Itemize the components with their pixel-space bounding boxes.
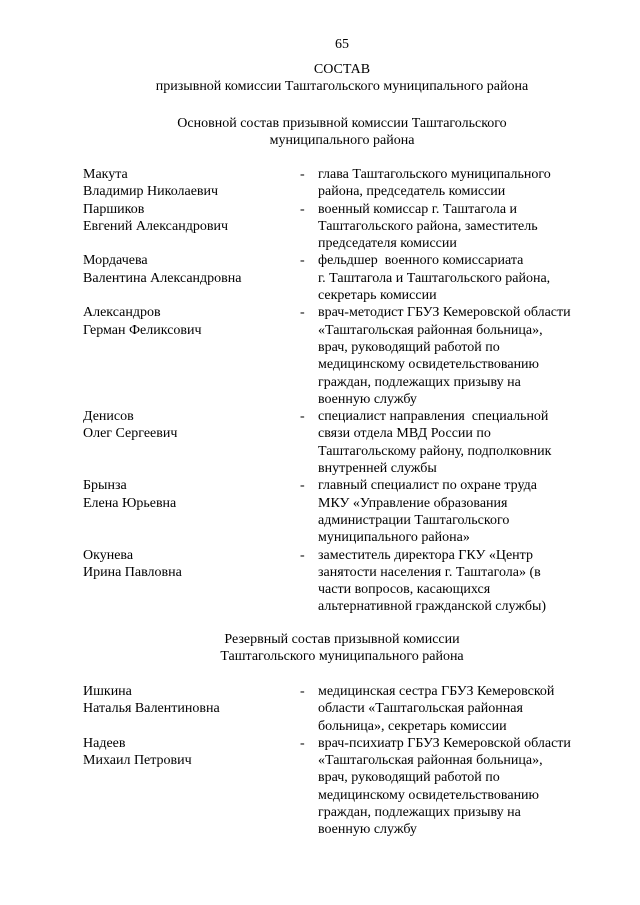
- member-separator: -: [300, 201, 305, 217]
- member-given-names: Михаил Петрович: [83, 753, 192, 769]
- member-role: [318, 547, 613, 616]
- member-name: [83, 166, 300, 201]
- member-given-names: Ирина Павловна: [83, 564, 182, 580]
- member-role-line: военный комиссар г. Таштагола и: [318, 201, 518, 217]
- member-given-names: Елена Юрьевна: [83, 495, 177, 511]
- member-role-line: врач, руководящий работой по: [318, 770, 500, 786]
- member-name: [83, 683, 300, 735]
- member-surname: Паршиков: [83, 201, 145, 217]
- member-name: [83, 201, 300, 253]
- member-entry: [83, 683, 613, 735]
- member-role-line: альтернативной гражданской службы): [318, 599, 547, 615]
- member-separator: -: [300, 305, 305, 321]
- member-role: [318, 252, 613, 304]
- member-separator: -: [300, 478, 305, 494]
- member-surname: Макута: [83, 167, 128, 182]
- member-role-line: муниципального района»: [318, 530, 470, 546]
- member-role-line: военную службу: [318, 391, 417, 407]
- member-surname: Мордачева: [83, 253, 148, 269]
- member-surname: Надеев: [83, 735, 126, 751]
- member-role-line: медицинская сестра ГБУЗ Кемеровской: [318, 684, 555, 699]
- member-role-line: администрации Таштагольского: [318, 512, 510, 528]
- member-surname: Брынза: [83, 478, 127, 494]
- member-role-line: фельдшер военного комиссариата: [318, 253, 524, 269]
- reserve-section-heading: [83, 631, 601, 666]
- member-role: [318, 477, 613, 546]
- member-given-names: Герман Феликсович: [83, 322, 202, 338]
- member-role-line: врач-методист ГБУЗ Кемеровской области: [318, 305, 571, 321]
- member-entry: [83, 252, 613, 304]
- member-role-line: врач, руководящий работой по: [318, 339, 500, 355]
- member-name: [83, 304, 300, 408]
- page-number: 65: [335, 37, 349, 52]
- member-separator: -: [300, 547, 305, 563]
- member-role-line: г. Таштагола и Таштагольского района,: [318, 270, 551, 286]
- member-given-names: Наталья Валентиновна: [83, 701, 220, 717]
- member-role-line: глава Таштагольского муниципального: [318, 167, 551, 182]
- main-members-list: [83, 166, 613, 616]
- member-separator: -: [300, 684, 305, 699]
- document-header: [83, 36, 601, 96]
- member-separator: -: [300, 735, 305, 751]
- member-role-line: части вопросов, касающихся: [318, 582, 491, 598]
- member-role-line: внутренней службы: [318, 461, 437, 477]
- member-name: [83, 252, 300, 304]
- member-role-line: главный специалист по охране труда: [318, 478, 537, 494]
- member-role-line: «Таштагольская районная больница»,: [318, 322, 543, 338]
- member-role: [318, 683, 613, 735]
- member-separator: -: [300, 253, 305, 269]
- member-role: [318, 304, 613, 408]
- member-role: [318, 201, 613, 253]
- member-surname: Александров: [83, 305, 161, 321]
- member-role-line: врач-психиатр ГБУЗ Кемеровской области: [318, 735, 571, 751]
- document-subtitle: призывной комиссии Таштагольского муниципального района: [155, 79, 529, 95]
- member-role-line: граждан, подлежащих призыву на: [318, 374, 521, 390]
- member-role-line: граждан, подлежащих призыву на: [318, 805, 521, 821]
- member-role-line: района, председатель комиссии: [318, 184, 506, 200]
- member-role-line: заместитель директора ГКУ «Центр: [318, 547, 533, 563]
- member-name: [83, 735, 300, 839]
- member-given-names: Валентина Александровна: [83, 270, 242, 286]
- member-role-line: области «Таштагольская районная: [318, 701, 523, 717]
- member-role: [318, 735, 613, 839]
- member-role-line: МКУ «Управление образования: [318, 495, 508, 511]
- member-entry: [83, 304, 613, 408]
- reserve-members-list: [83, 683, 613, 839]
- member-name: [83, 477, 300, 546]
- member-role-line: медицинскому освидетельствованию: [318, 357, 540, 373]
- member-role-line: Таштагольского района, заместитель: [318, 218, 538, 234]
- member-role-line: военную службу: [318, 822, 417, 838]
- member-given-names: Олег Сергеевич: [83, 426, 178, 442]
- reserve-section-heading-line: Таштагольского муниципального района: [220, 649, 464, 665]
- member-separator: -: [300, 167, 305, 182]
- member-entry: [83, 166, 613, 201]
- member-entry: [83, 547, 613, 616]
- main-section-heading-line: муниципального района: [269, 133, 415, 149]
- member-name: [83, 408, 300, 477]
- member-role-line: «Таштагольская районная больница»,: [318, 753, 543, 769]
- reserve-section-heading-line: Резервный состав призывной комиссии: [224, 632, 460, 647]
- document-title: СОСТАВ: [313, 61, 371, 77]
- member-role-line: связи отдела МВД России по: [318, 426, 491, 442]
- member-role-line: председателя комиссии: [318, 236, 457, 252]
- member-role: [318, 408, 613, 477]
- member-entry: [83, 201, 613, 253]
- member-name: [83, 547, 300, 616]
- member-separator: -: [300, 409, 305, 425]
- member-given-names: Евгений Александрович: [83, 218, 229, 234]
- member-role: [318, 166, 613, 201]
- member-role-line: медицинскому освидетельствованию: [318, 787, 540, 803]
- member-entry: [83, 408, 613, 477]
- member-role-line: занятости населения г. Таштагола» (в: [318, 564, 541, 580]
- member-role-line: секретарь комиссии: [318, 288, 437, 304]
- member-given-names: Владимир Николаевич: [83, 184, 219, 200]
- member-surname: Денисов: [83, 409, 134, 425]
- main-section-heading-line: Основной состав призывной комиссии Таштагольского: [177, 116, 507, 131]
- main-section-heading: [83, 115, 601, 150]
- member-role-line: больница», секретарь комиссии: [318, 718, 507, 734]
- member-role-line: Таштагольскому району, подполковник: [318, 443, 552, 459]
- member-entry: [83, 735, 613, 839]
- member-role-line: специалист направления специальной: [318, 409, 549, 425]
- member-surname: Ишкина: [83, 684, 132, 699]
- member-entry: [83, 477, 613, 546]
- member-surname: Окунева: [83, 547, 134, 563]
